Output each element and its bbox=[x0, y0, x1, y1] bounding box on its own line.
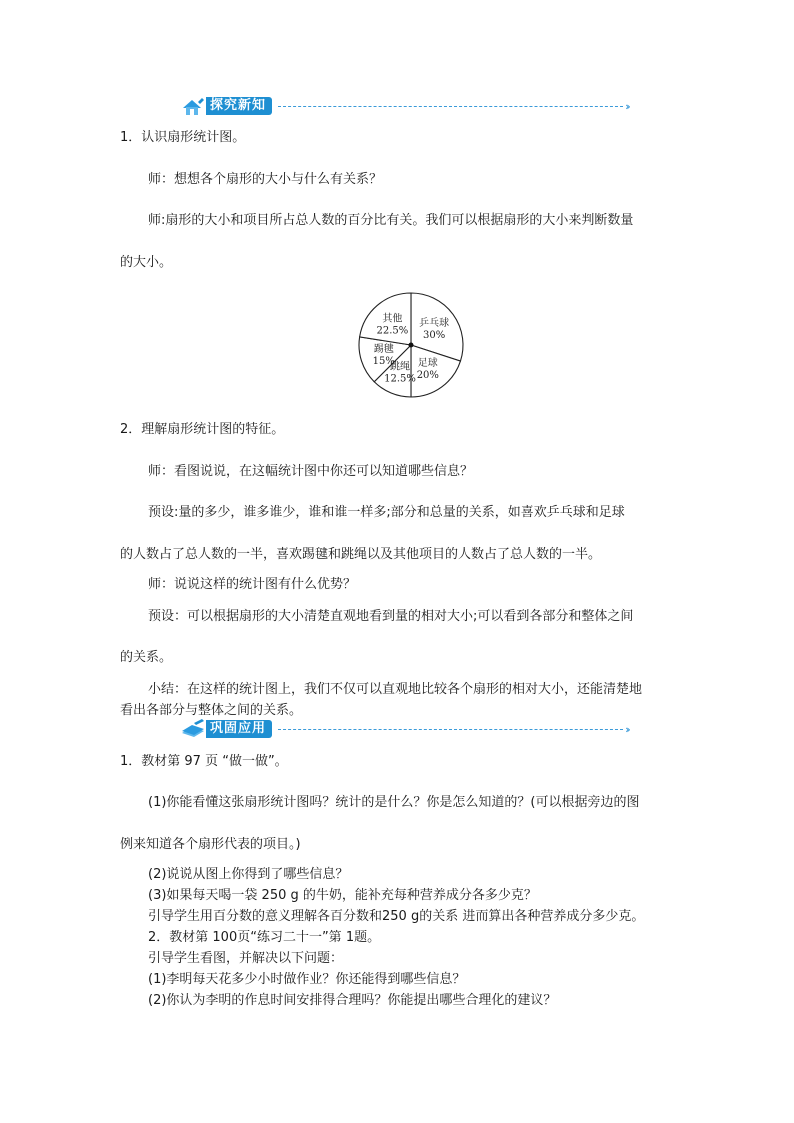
paragraph: 的人数占了总人数的一半，喜欢踢毽和跳绳以及其他项目的人数占了总人数的一半。 bbox=[120, 547, 602, 562]
double-chevron-icon: ›› bbox=[625, 722, 628, 736]
pie-chart bbox=[356, 290, 466, 400]
paragraph: 2．理解扇形统计图的特征。 bbox=[120, 422, 285, 437]
paragraph: 预设:量的多少，谁多谁少，谁和谁一样多;部分和总量的关系，如喜欢乒乓球和足球 bbox=[148, 505, 625, 520]
paragraph: 小结：在这样的统计图上，我们不仅可以直观地比较各个扇形的相对大小，还能清楚地 bbox=[148, 682, 643, 697]
paragraph: (2)说说从图上你得到了哪些信息？ bbox=[148, 867, 349, 882]
pie-slice-value-label: 30% bbox=[423, 330, 446, 342]
pie-slice-value-label: 22.5% bbox=[376, 325, 409, 337]
section-header-practice bbox=[180, 718, 628, 740]
paragraph: 例来知道各个扇形代表的项目。) bbox=[120, 837, 301, 852]
house-icon bbox=[180, 96, 206, 116]
paragraph: 的关系。 bbox=[120, 650, 173, 665]
paragraph: 师：看图说说，在这幅统计图中你还可以知道哪些信息？ bbox=[148, 464, 474, 479]
paragraph: (2)你认为李明的作息时间安排得合理吗？你能提出哪些合理化的建议？ bbox=[148, 993, 557, 1008]
paragraph: 预设：可以根据扇形的大小清楚直观地看到量的相对大小;可以看到各部分和整体之间 bbox=[148, 609, 634, 624]
paragraph: 引导学生用百分数的意义理解各百分数和250 g的关系 进而算出各种营养成分多少克。 bbox=[148, 909, 645, 924]
dashed-divider bbox=[278, 729, 623, 730]
paragraph: 师:扇形的大小和项目所占总人数的百分比有关。我们可以根据扇形的大小来判断数量 bbox=[148, 213, 634, 228]
pie-slice-value-label: 20% bbox=[416, 370, 439, 382]
section-header-explore bbox=[180, 95, 628, 117]
pie-slice-label: 乒乓球 bbox=[419, 318, 450, 330]
pie-center-dot bbox=[409, 343, 414, 348]
paragraph: 1．教材第 97 页 “做一做”。 bbox=[120, 754, 288, 769]
paragraph: 师：说说这样的统计图有什么优势？ bbox=[148, 577, 357, 592]
paragraph: 看出各部分与整体之间的关系。 bbox=[120, 703, 303, 718]
double-chevron-icon: ›› bbox=[625, 99, 628, 113]
paragraph: 2．教材第 100页“练习二十一”第 1题。 bbox=[148, 930, 381, 945]
paragraph: 1．认识扇形统计图。 bbox=[120, 130, 246, 145]
pie-slice-label: 跳绳 bbox=[390, 361, 411, 373]
pie-slice-value-label: 15% bbox=[372, 355, 395, 367]
pie-slice-label: 足球 bbox=[417, 358, 438, 370]
dashed-divider bbox=[278, 106, 623, 107]
paragraph: (1)李明每天花多少小时做作业？你还能得到哪些信息？ bbox=[148, 972, 466, 987]
pie-slice-label: 其他 bbox=[382, 313, 403, 325]
paragraph: 的大小。 bbox=[120, 255, 173, 270]
book-icon bbox=[180, 719, 206, 739]
paragraph: 师：想想各个扇形的大小与什么有关系？ bbox=[148, 172, 383, 187]
paragraph: (3)如果每天喝一袋 250 g 的牛奶，能补充每种营养成分各多少克？ bbox=[148, 888, 537, 903]
pie-slice-value-label: 12.5% bbox=[384, 373, 416, 385]
section-title: 巩固应用 bbox=[206, 720, 272, 738]
paragraph: (1)你能看懂这张扇形统计图吗？统计的是什么？你是怎么知道的？(可以根据旁边的图 bbox=[148, 795, 640, 810]
section-title: 探究新知 bbox=[206, 97, 272, 115]
paragraph: 引导学生看图，并解决以下问题： bbox=[148, 951, 344, 966]
pie-slice-label: 踢毽 bbox=[373, 343, 394, 355]
